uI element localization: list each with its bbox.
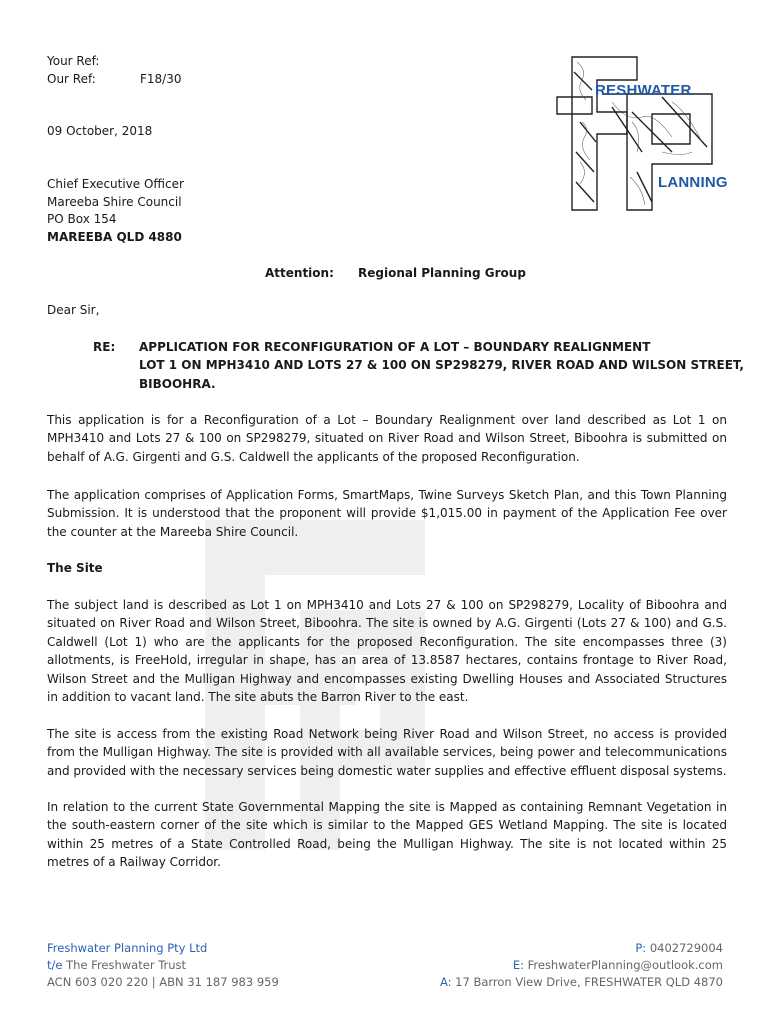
recipient-line-4: MAREEBA QLD 4880 [47,230,182,244]
re-line-2: LOT 1 ON MPH3410 AND LOTS 27 & 100 ON SP298279, RIVER ROAD AND WILSON STREET, [139,358,744,372]
logo-line2: LANNING [658,174,728,191]
recipient-line-3: PO Box 154 [47,212,117,226]
recipient-line-1: Chief Executive Officer [47,177,184,191]
re-line-1: APPLICATION FOR RECONFIGURATION OF A LOT – BOUNDARY REALIGNMENT [139,340,651,354]
paragraph-1: This application is for a Reconfiguration of a Lot – Boundary Realignment over land described as Lot 1 on MPH3410 and Lots 27 & 100 on SP298279, situated on River Road and Wilson Street, Biboohra is submitted on behalf of A.G. Girgenti and G.S. Caldwell the applicants of the proposed Reconfiguration. [47,413,727,464]
footer-trust: The Freshwater Trust [66,958,187,972]
footer-te-label: t/e [47,958,63,972]
footer-address: 17 Barron View Drive, FRESHWATER QLD 4870 [455,975,723,989]
our-ref-value: F18/30 [140,72,182,86]
paragraph-3: The subject land is described as Lot 1 on MPH3410 and Lots 27 & 100 on SP298279, Locality of Biboohra and situated on River Road and Wilson Street, Biboohra. The site is owned by A.G. Girgenti (Lots 27 & 100) and G.S. Caldwell (Lot 1) who are the applicants for the proposed Reconfiguration. The site encompasses three (3) allotments, is FreeHold, irregular in shape, has an area of 13.8587 hectares, contains frontage to River Road, Wilson Street and the Mulligan Highway and encompasses existing Dwelling Houses and Associated Structures in addition to vacant land. The site abuts the Barron River to the east. [47,598,727,705]
footer-company: Freshwater Planning Pty Ltd [47,941,208,955]
footer-phone-line [635,940,723,957]
section-heading-the-site: The Site [47,561,103,575]
salutation: Dear Sir, [47,303,100,317]
footer-email-label: E: [512,958,524,972]
recipient-line-2: Mareeba Shire Council [47,195,182,209]
re-line-3: BIBOOHRA. [139,377,216,391]
footer-address-line [440,974,723,991]
attention-label: Attention: [265,266,334,280]
freshwater-planning-logo [552,52,727,214]
footer-trust-line [47,957,186,974]
re-label: RE: [93,340,116,354]
our-ref-label: Our Ref: [47,72,96,86]
paragraph-5: In relation to the current State Governmental Mapping the site is Mapped as containing Remnant Vegetation in the south-eastern corner of the site which is similar to the Mapped GES Wetland Mapping. The site is located within 25 metres of a State Controlled Road, being the Mulligan Highway. The site is not located within 25 metres of a Railway Corridor. [47,800,727,870]
paragraph-4: The site is access from the existing Road Network being River Road and Wilson Street, no access is provided from the Mulligan Highway. The site is provided with all available services, being power and telecommunications and provided with the necessary services being domestic water supplies and effective effluent disposal systems. [47,727,727,778]
footer-phone: 0402729004 [649,941,723,955]
letter-date: 09 October, 2018 [47,124,153,138]
footer-email-line [513,957,723,974]
attention-value: Regional Planning Group [358,266,526,280]
your-ref-label: Your Ref: [47,54,100,68]
paragraph-2: The application comprises of Application Forms, SmartMaps, Twine Surveys Sketch Plan, and this Town Planning Submission. It is understood that the proponent will provide $1,015.00 in payment of the Application Fee over the counter at the Mareeba Shire Council. [47,488,727,539]
footer-address-label: A: [439,975,452,989]
footer-phone-label: P: [635,941,647,955]
logo-line1: RESHWATER [595,82,692,99]
footer-acn-abn: ACN 603 020 220 | ABN 31 187 983 959 [47,975,279,989]
footer-email[interactable]: FreshwaterPlanning@outlook.com [527,958,723,972]
